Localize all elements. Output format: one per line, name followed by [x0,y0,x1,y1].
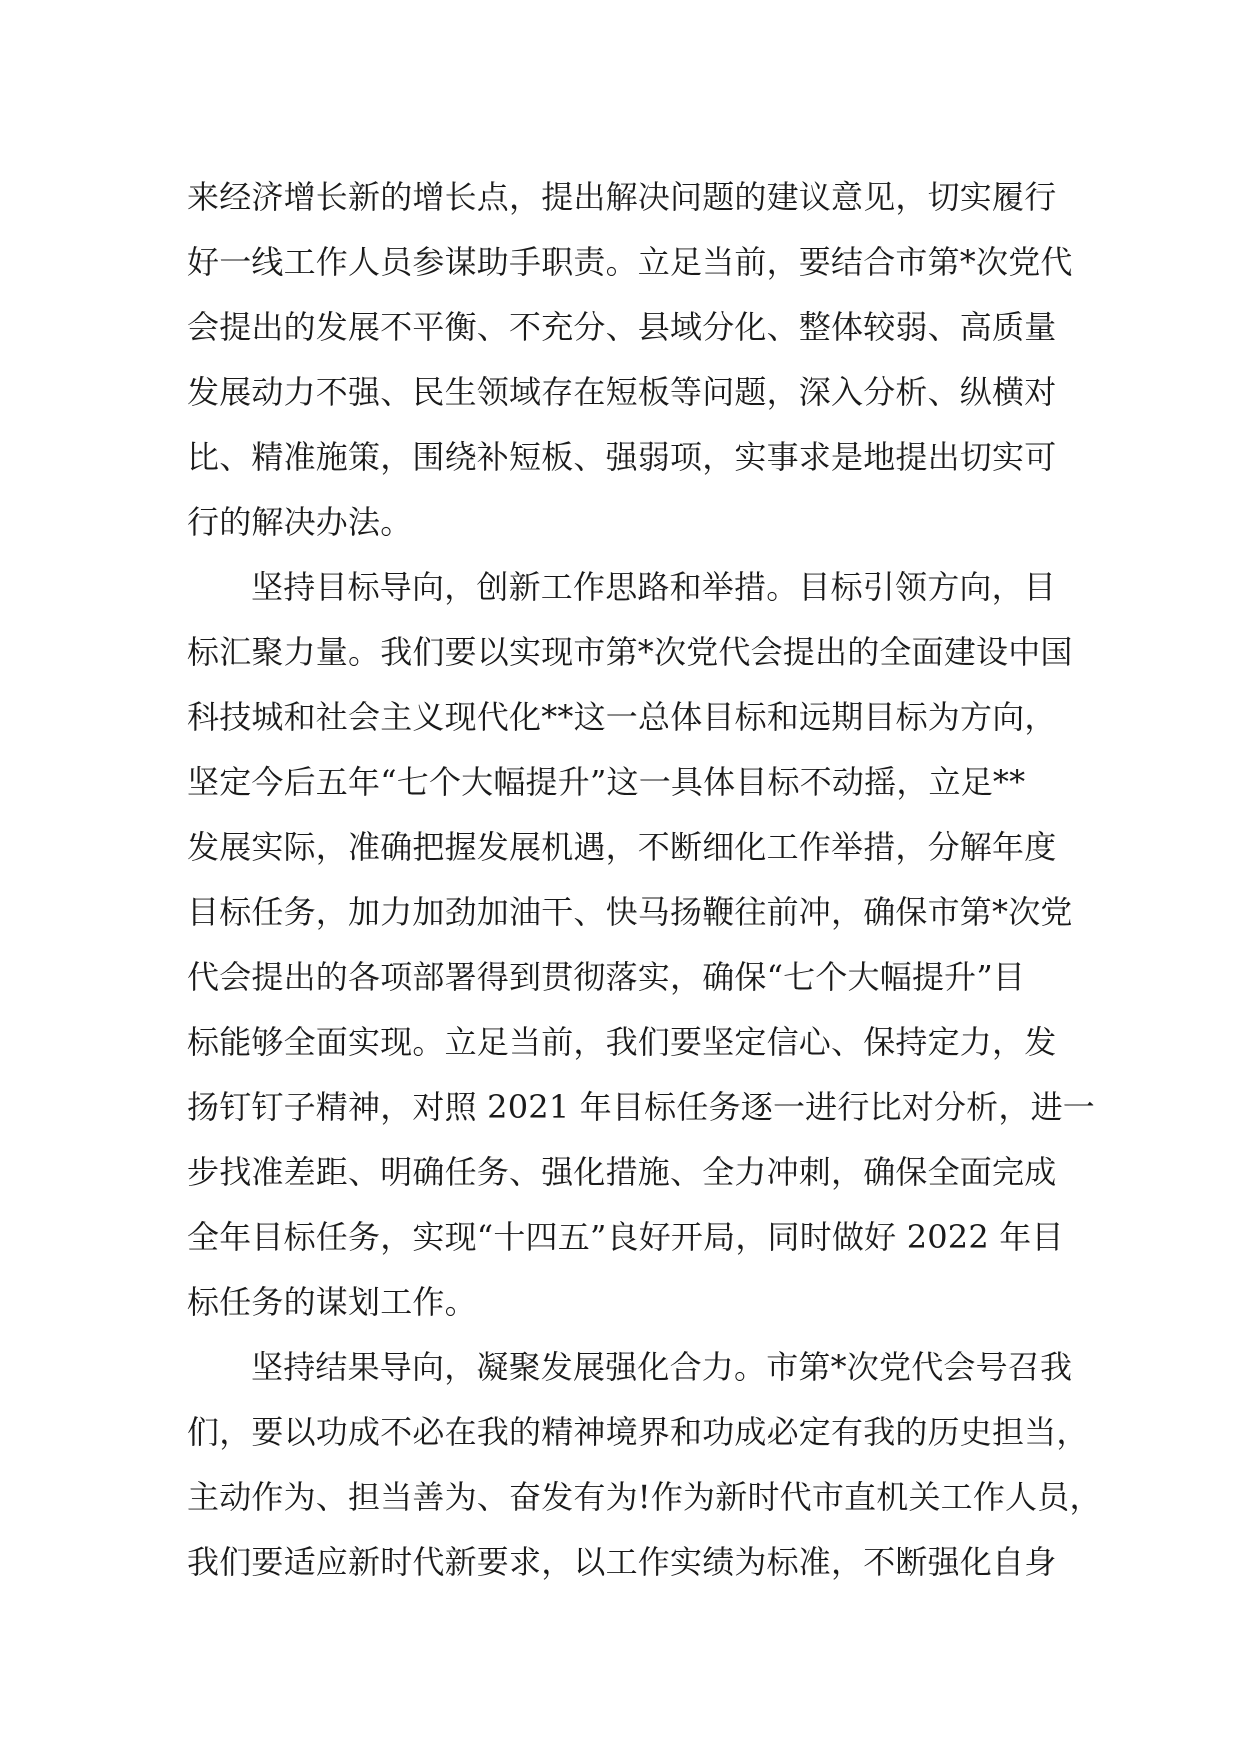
text-line: 标任务的谋划工作。 [187,1283,477,1321]
text-line: 代会提出的各项部署得到贯彻落实，确保“七个大幅提升”目 [187,958,1026,996]
text-line: 标汇聚力量。我们要以实现市第*次党代会提出的全面建设中国 [187,633,1073,671]
text-line: 好一线工作人员参谋助手职责。立足当前，要结合市第*次党代 [187,243,1073,281]
text-line: 比、精准施策，围绕补短板、强弱项，实事求是地提出切实可 [187,438,1057,476]
text-line: 科技城和社会主义现代化**这一总体目标和远期目标为方向， [187,698,1057,736]
text-line: 们，要以功成不必在我的精神境界和功成必定有我的历史担当， [187,1413,1089,1451]
text-line: 我们要适应新时代新要求，以工作实绩为标准，不断强化自身 [187,1543,1057,1581]
body-text [187,165,1102,1595]
text-line: 步找准差距、明确任务、强化措施、全力冲刺，确保全面完成 [187,1153,1057,1191]
paragraph-first-line: 坚持目标导向，创新工作思路和举措。目标引领方向，目 [251,568,1057,606]
text-line: 发展动力不强、民生领域存在短板等问题，深入分析、纵横对 [187,373,1057,411]
text-line: 标能够全面实现。立足当前，我们要坚定信心、保持定力，发 [187,1023,1057,1061]
text-line: 发展实际，准确把握发展机遇，不断细化工作举措，分解年度 [187,828,1057,866]
text-line: 会提出的发展不平衡、不充分、县域分化、整体较弱、高质量 [187,308,1057,346]
text-line: 目标任务，加力加劲加油干、快马扬鞭往前冲，确保市第*次党 [187,893,1073,931]
text-line: 主动作为、担当善为、奋发有为!作为新时代市直机关工作人员， [187,1478,1102,1516]
text-line: 全年目标任务，实现“十四五”良好开局，同时做好 2022 年目 [187,1218,1064,1256]
text-line: 扬钉钉子精神，对照 2021 年目标任务逐一进行比对分析，进一 [187,1088,1095,1126]
text-line: 行的解决办法。 [187,503,413,541]
text-line: 坚定今后五年“七个大幅提升”这一具体目标不动摇，立足** [187,763,1026,801]
text-line: 来经济增长新的增长点，提出解决问题的建议意见，切实履行 [187,178,1057,216]
paragraph-first-line: 坚持结果导向，凝聚发展强化合力。市第*次党代会号召我 [251,1348,1073,1386]
